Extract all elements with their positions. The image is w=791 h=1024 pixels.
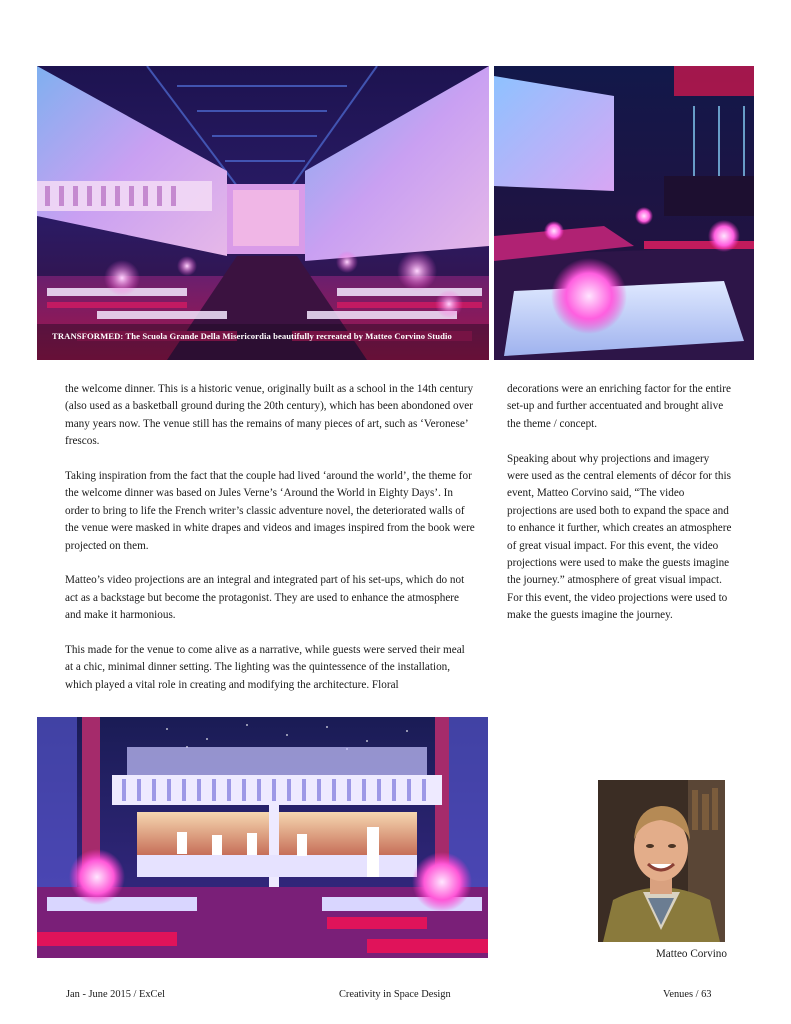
tables-illustration [494, 66, 754, 360]
portrait-caption: Matteo Corvino [655, 948, 727, 960]
footer-page-number: Venues / 63 [663, 989, 712, 1000]
hall-illustration [37, 66, 489, 360]
portrait-photo [598, 780, 725, 942]
paragraph: Taking inspiration from the fact that the couple had lived ‘around the world’, the theme for the welcome dinner was based on Jules Verne’s ‘Around the World in Eighty Days’. In order to bring to life the French writer’s classic adventure novel, the deteriorated walls of the venue were masked in white drapes and videos and images inspired from the book were projected on them. [65, 470, 475, 552]
footer-issue: Jan - June 2015 / ExCel [66, 989, 165, 1000]
article-column-right [507, 381, 733, 642]
paragraph: Speaking about why projections and imagery were used as the central elements of décor for this event, Matteo Corvino said, “The video projections are used both to expand the space and to enhance it further, which creates an atmosphere of great visual impact. For this event, the video projections were used to make the guests imagine the journey.” atmosphere of great visual impact. For this event, the video projections were used to make the guests imagine the journey. [507, 452, 732, 622]
article-column-left [65, 381, 475, 712]
paragraph: the welcome dinner. This is a historic venue, originally built as a school in the 14th century (also used as a basketball ground during the 20th century), which has been abondoned over many years now. The venue still has the remains of many pieces of art, such as ‘Veronese’ frescos. [65, 383, 474, 448]
portrait-illustration [598, 780, 725, 942]
buffet-illustration [37, 717, 488, 958]
paragraph: decorations were an enriching factor for the entire set-up and further accentuated and brought alive the theme / concept. [507, 383, 731, 430]
hero-photo-right [494, 66, 754, 360]
hero-photo-left [37, 66, 489, 360]
photo-caption: TRANSFORMED: The Scuola Grande Della Misericordia beautifully recreated by Matteo Corvino Studio [52, 331, 452, 341]
buffet-photo [37, 717, 488, 958]
paragraph: This made for the venue to come alive as a narrative, while guests were served their meal at a chic, minimal dinner setting. The lighting was the quintessence of the installation, which played a vital role in creating and modifying the architecture. Floral [65, 644, 465, 691]
footer-section-title: Creativity in Space Design [339, 989, 451, 1000]
paragraph: Matteo’s video projections are an integral and integrated part of his set-ups, which do not act as a backstage but become the protagonist. They are used to enhance the atmosphere and make it harmonious. [65, 574, 465, 622]
